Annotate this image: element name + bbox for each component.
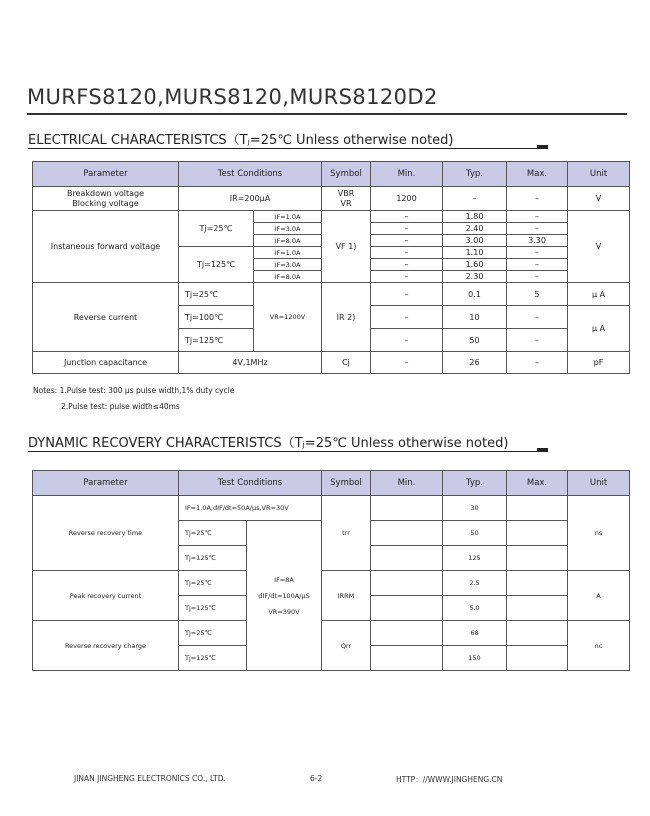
header-max: Max. xyxy=(507,471,568,496)
breakdown-param xyxy=(33,187,179,211)
header-unit: Unit xyxy=(568,162,630,187)
qrr-max xyxy=(507,646,568,671)
breakdown-symbol xyxy=(322,187,371,211)
table-header-row xyxy=(33,471,630,496)
junction-param: Junction capacitance xyxy=(33,352,179,374)
forward-typ: 1.60 xyxy=(443,259,507,271)
forward-typ: 2.40 xyxy=(443,223,507,235)
dynamic-table xyxy=(32,470,630,671)
trr-symbol: trr xyxy=(322,496,371,571)
breakdown-sym1: VBR xyxy=(337,188,355,198)
table-row xyxy=(33,621,630,646)
trr-param: Reverse recovery time xyxy=(33,496,179,571)
forward-symbol: VF 1) xyxy=(322,211,371,283)
notes-line1: Notes: 1.Pulse test: 300 μs pulse width,1% duty cycle xyxy=(33,386,235,395)
irrm-max xyxy=(507,596,568,621)
trr-typ: 50 xyxy=(443,521,507,546)
header-parameter: Parameter xyxy=(33,471,179,496)
forward-typ: 3.00 xyxy=(443,235,507,247)
electrical-heading: ELECTRICAL CHARACTERISTCS（Tⱼ=25℃ Unless otherwise noted) xyxy=(28,133,454,148)
header-test-conditions: Test Conditions xyxy=(179,471,322,496)
trr-min xyxy=(371,496,443,521)
breakdown-unit: V xyxy=(568,187,630,211)
junction-unit: pF xyxy=(568,352,630,374)
reverse-param: Reverse current xyxy=(33,283,179,352)
header-min: Min. xyxy=(371,471,443,496)
shared-cond-vr: VR=390V xyxy=(268,607,300,616)
footer-url[interactable]: HTTP：//WWW.JINGHENG.CN xyxy=(396,775,503,784)
forward-if: IF=1.0A xyxy=(254,247,322,259)
qrr-min xyxy=(371,646,443,671)
title-divider xyxy=(27,113,627,115)
irrm-tj: Tj=125℃ xyxy=(179,596,247,621)
table-row xyxy=(33,187,630,211)
forward-if: IF=8.0A xyxy=(254,235,322,247)
trr-cond: IF=1.0A,dIF/dt=50A/μs,VR=30V xyxy=(179,496,322,521)
notes-line2: 2.Pulse test: pulse width≤40ms xyxy=(61,402,180,411)
electrical-heading-mark xyxy=(537,145,548,149)
table-header-row xyxy=(33,162,630,187)
qrr-typ: 150 xyxy=(443,646,507,671)
forward-min: – xyxy=(371,247,443,259)
footer-company: JINAN JINGHENG ELECTRONICS CO., LTD. xyxy=(74,774,226,783)
table-row xyxy=(33,352,630,374)
header-parameter: Parameter xyxy=(33,162,179,187)
irrm-typ: 2.5 xyxy=(443,571,507,596)
trr-typ: 125 xyxy=(443,546,507,571)
header-test-conditions: Test Conditions xyxy=(179,162,322,187)
reverse-tj: Tj=125℃ xyxy=(179,329,254,352)
footer-page-number: 6-2 xyxy=(310,774,323,783)
table-row xyxy=(33,211,630,223)
header-min: Min. xyxy=(371,162,443,187)
qrr-unit: nc xyxy=(568,621,630,671)
forward-if: IF=3.0A xyxy=(254,259,322,271)
forward-max: – xyxy=(507,223,568,235)
reverse-typ: 10 xyxy=(443,306,507,329)
reverse-min: – xyxy=(371,306,443,329)
junction-max: – xyxy=(507,352,568,374)
reverse-unit: μ A xyxy=(568,306,630,352)
reverse-tj: Tj=100℃ xyxy=(179,306,254,329)
irrm-unit: A xyxy=(568,571,630,621)
trr-typ: 30 xyxy=(443,496,507,521)
forward-unit: V xyxy=(568,211,630,283)
irrm-max xyxy=(507,571,568,596)
reverse-unit: μ A xyxy=(568,283,630,306)
forward-if: IF=3.0A xyxy=(254,223,322,235)
junction-typ: 26 xyxy=(443,352,507,374)
qrr-tj: Tj=25℃ xyxy=(179,621,247,646)
forward-typ: 1.10 xyxy=(443,247,507,259)
reverse-max: – xyxy=(507,329,568,352)
table-row xyxy=(33,571,630,596)
trr-tj: Tj=125℃ xyxy=(179,546,247,571)
trr-max xyxy=(507,546,568,571)
forward-typ: 1.80 xyxy=(443,211,507,223)
breakdown-min: 1200 xyxy=(371,187,443,211)
irrm-typ: 5.0 xyxy=(443,596,507,621)
shared-cond-if: IF=8A xyxy=(274,575,294,584)
qrr-typ: 68 xyxy=(443,621,507,646)
forward-typ: 2.30 xyxy=(443,271,507,283)
forward-min: – xyxy=(371,235,443,247)
trr-unit: ns xyxy=(568,496,630,571)
qrr-symbol: Qrr xyxy=(322,621,371,671)
forward-max: 3.30 xyxy=(507,235,568,247)
irrm-tj: Tj=25℃ xyxy=(179,571,247,596)
trr-max xyxy=(507,521,568,546)
table-row xyxy=(33,496,630,521)
forward-max: – xyxy=(507,211,568,223)
header-symbol: Symbol xyxy=(322,162,371,187)
breakdown-cond: IR=200μA xyxy=(179,187,322,211)
forward-if: IF=1.0A xyxy=(254,211,322,223)
electrical-table xyxy=(32,161,630,374)
shared-cond-didt: dIF/dt=100A/μS xyxy=(258,591,310,600)
breakdown-param-line2: Blocking voltage xyxy=(72,198,139,208)
document-title: MURFS8120,MURS8120,MURS8120D2 xyxy=(27,85,438,109)
qrr-max xyxy=(507,621,568,646)
reverse-cond: VR=1200V xyxy=(254,283,322,352)
forward-min: – xyxy=(371,259,443,271)
forward-min: – xyxy=(371,271,443,283)
header-symbol: Symbol xyxy=(322,471,371,496)
forward-tj-125: Tj=125℃ xyxy=(179,247,254,283)
forward-max: – xyxy=(507,271,568,283)
header-typ: Typ. xyxy=(443,162,507,187)
forward-max: – xyxy=(507,259,568,271)
dynamic-heading: DYNAMIC RECOVERY CHARACTERISTCS（Tⱼ=25℃ Unless otherwise noted) xyxy=(28,436,509,451)
reverse-min: – xyxy=(371,329,443,352)
reverse-tj: Tj=25℃ xyxy=(179,283,254,306)
reverse-max: – xyxy=(507,306,568,329)
trr-max xyxy=(507,496,568,521)
header-typ: Typ. xyxy=(443,471,507,496)
qrr-tj: Tj=125℃ xyxy=(179,646,247,671)
trr-min xyxy=(371,546,443,571)
header-unit: Unit xyxy=(568,471,630,496)
irrm-min xyxy=(371,596,443,621)
junction-cond: 4V,1MHz xyxy=(179,352,322,374)
forward-min: – xyxy=(371,223,443,235)
breakdown-param-line1: Breakdown voltage xyxy=(66,188,145,198)
qrr-param: Reverse recovery charge xyxy=(33,621,179,671)
junction-min: – xyxy=(371,352,443,374)
shared-conditions xyxy=(247,521,322,671)
forward-min: – xyxy=(371,211,443,223)
reverse-min: – xyxy=(371,283,443,306)
breakdown-typ: – xyxy=(443,187,507,211)
table-row xyxy=(33,283,630,306)
junction-symbol: Cj xyxy=(322,352,371,374)
irrm-symbol: IRRM xyxy=(322,571,371,621)
breakdown-sym2: VR xyxy=(340,198,352,208)
forward-max: – xyxy=(507,247,568,259)
forward-tj-25: Tj=25℃ xyxy=(179,211,254,247)
forward-if: IF=8.0A xyxy=(254,271,322,283)
forward-param: Instaneous forward voltage xyxy=(33,211,179,283)
irrm-param: Peak recovery current xyxy=(33,571,179,621)
electrical-heading-rule xyxy=(28,148,548,149)
irrm-min xyxy=(371,571,443,596)
header-max: Max. xyxy=(507,162,568,187)
reverse-typ: 0.1 xyxy=(443,283,507,306)
reverse-typ: 50 xyxy=(443,329,507,352)
reverse-max: 5 xyxy=(507,283,568,306)
qrr-min xyxy=(371,621,443,646)
dynamic-heading-mark xyxy=(537,448,548,452)
breakdown-max: – xyxy=(507,187,568,211)
reverse-symbol: IR 2) xyxy=(322,283,371,352)
trr-tj: Tj=25℃ xyxy=(179,521,247,546)
dynamic-heading-rule xyxy=(28,451,548,452)
trr-min xyxy=(371,521,443,546)
